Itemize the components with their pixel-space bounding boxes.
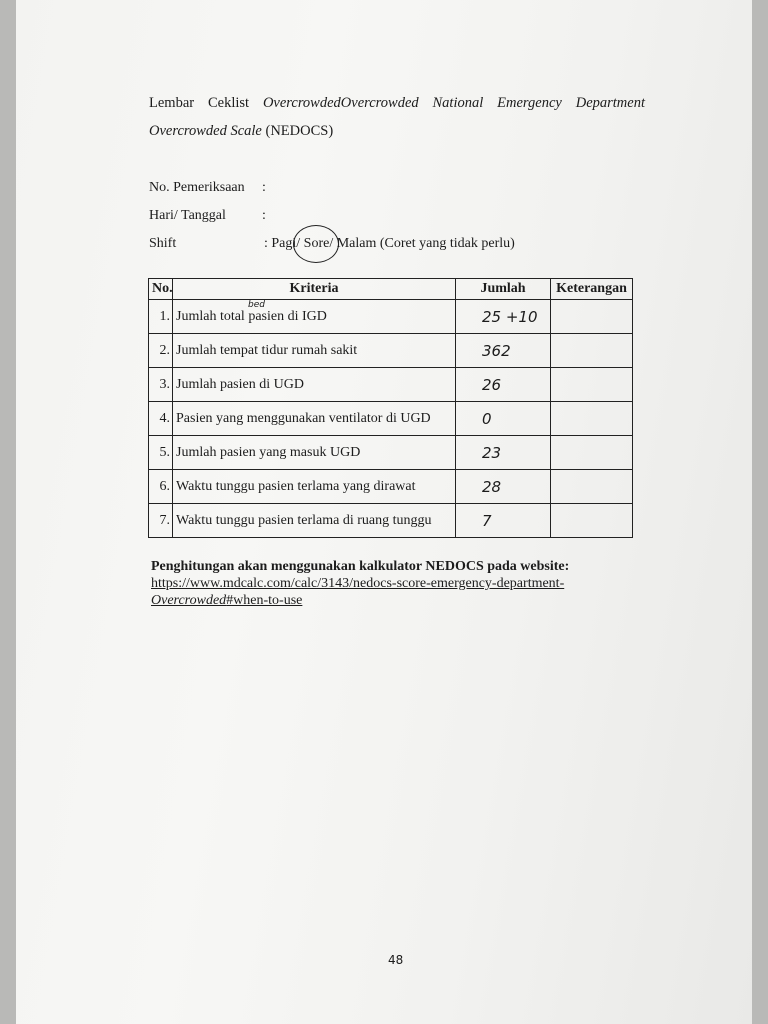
row-keterangan xyxy=(551,470,633,504)
date-colon: : xyxy=(262,208,266,223)
table-row xyxy=(149,436,633,470)
row-keterangan xyxy=(551,504,633,538)
row-jumlah: 7 xyxy=(456,504,551,538)
footer-link-italic: Overcrowded xyxy=(151,593,227,608)
row-keterangan xyxy=(551,334,633,368)
row-no: 6. xyxy=(149,470,173,504)
row-kriteria: Pasien yang menggunakan ventilator di UGD xyxy=(173,402,456,436)
row-kriteria: Waktu tunggu pasien terlama di ruang tunggu xyxy=(173,504,456,538)
table-row xyxy=(149,470,633,504)
row-jumlah: 362 xyxy=(456,334,551,368)
row-keterangan xyxy=(551,300,633,334)
title-word: Ceklist xyxy=(207,95,250,111)
table-row xyxy=(149,504,633,538)
title-suffix: (NEDOCS) xyxy=(261,123,334,139)
table-row xyxy=(149,300,633,334)
header-jumlah: Jumlah xyxy=(456,279,551,300)
title-word: National xyxy=(432,95,484,111)
row-kriteria: Jumlah pasien di UGD xyxy=(173,368,456,402)
title-line-1 xyxy=(149,95,645,112)
row-jumlah: 0 xyxy=(456,402,551,436)
row-jumlah: 25 +10 xyxy=(456,300,551,334)
row-jumlah: 28 xyxy=(456,470,551,504)
row-no: 5. xyxy=(149,436,173,470)
row-kriteria: Jumlah pasien yang masuk UGD xyxy=(173,436,456,470)
row-no: 1. xyxy=(149,300,173,334)
row-jumlah: 26 xyxy=(456,368,551,402)
header-keterangan: Keterangan xyxy=(551,279,633,300)
row-kriteria: Jumlah total pasien di IGD xyxy=(173,300,456,334)
criteria-table xyxy=(148,278,633,538)
title-word: Emergency xyxy=(497,95,562,111)
exam-number-colon: : xyxy=(262,180,266,195)
shift-value: : Pagi/ Sore/ Malam (Coret yang tidak perlu) xyxy=(264,236,515,251)
row-keterangan xyxy=(551,436,633,470)
footer-link-line-1[interactable]: https://www.mdcalc.com/calc/3143/nedocs-score-emergency-department- xyxy=(151,576,565,591)
header-kriteria: Kriteria xyxy=(173,279,456,300)
row-keterangan xyxy=(551,368,633,402)
date-label: Hari/ Tanggal xyxy=(149,208,226,223)
shift-label: Shift xyxy=(149,236,177,251)
footer-link-line-2[interactable] xyxy=(151,593,302,609)
title-line-2 xyxy=(149,123,333,140)
row-jumlah: 23 xyxy=(456,436,551,470)
page-number: 48 xyxy=(388,953,404,967)
footer-link-suffix: #when-to-use xyxy=(226,593,303,608)
row-no: 4. xyxy=(149,402,173,436)
row-no: 3. xyxy=(149,368,173,402)
table-header-row xyxy=(149,279,633,300)
title-word: OvercrowdedOvercrowded xyxy=(262,95,419,111)
row-kriteria: Waktu tunggu pasien terlama yang dirawat xyxy=(173,470,456,504)
table-row xyxy=(149,402,633,436)
title-word: Department xyxy=(575,95,645,111)
footer-note: Penghitungan akan menggunakan kalkulator NEDOCS pada website: xyxy=(151,559,570,574)
handwritten-bed-note: bed xyxy=(248,300,265,310)
row-keterangan xyxy=(551,402,633,436)
table-row xyxy=(149,334,633,368)
row-no: 2. xyxy=(149,334,173,368)
shift-circle-mark xyxy=(293,225,339,263)
exam-number-label: No. Pemeriksaan xyxy=(149,180,245,195)
title-italic: Overcrowded Scale xyxy=(149,123,262,139)
row-kriteria: Jumlah tempat tidur rumah sakit xyxy=(173,334,456,368)
title-word: Lembar xyxy=(149,95,195,111)
row-no: 7. xyxy=(149,504,173,538)
header-no: No. xyxy=(149,279,173,300)
table-row xyxy=(149,368,633,402)
